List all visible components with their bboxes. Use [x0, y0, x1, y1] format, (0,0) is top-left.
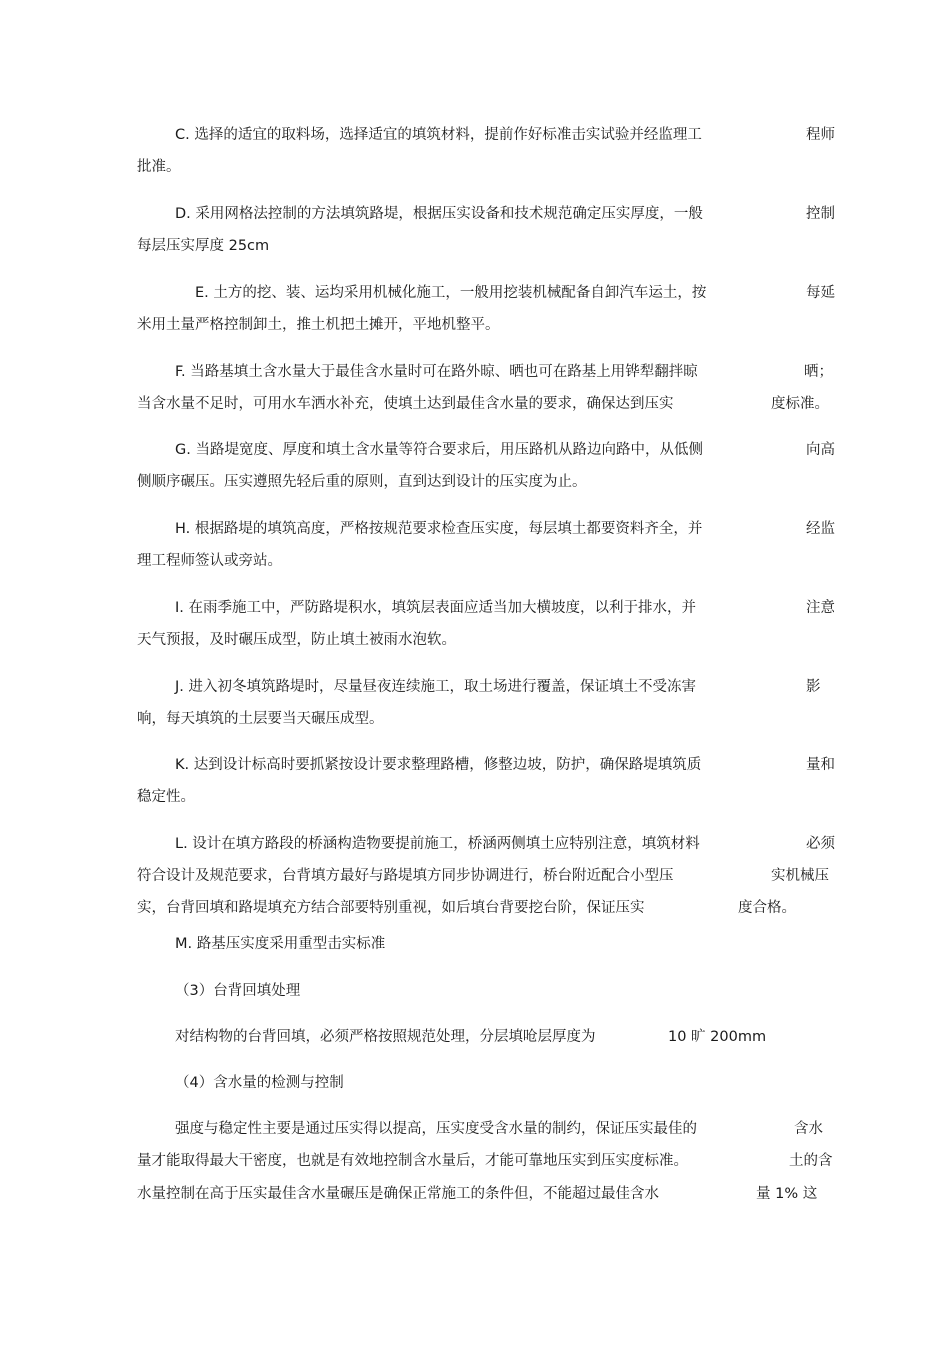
paragraph-e-line-1-tail: 每延: [806, 285, 835, 301]
section-4-line-1-tail: 含水: [794, 1121, 823, 1137]
paragraph-e-line-2: 米用土量严格控制卸土，推土机把土摊开，平地机整平。: [137, 317, 500, 333]
paragraph-f-line-1: F. 当路基填土含水量大于最佳含水量时可在路外晾、晒也可在路基上用铧犁翻拌晾: [175, 364, 698, 380]
paragraph-f-line-2: 当含水量不足时，可用水车洒水补充，使填土达到最佳含水量的要求，确保达到压实: [137, 396, 674, 412]
paragraph-m: M. 路基压实度采用重型击实标准: [175, 936, 386, 952]
paragraph-j-line-2: 响，每天填筑的土层要当天碾压成型。: [137, 711, 384, 727]
paragraph-l-line-2-tail: 实机械压: [771, 868, 829, 884]
paragraph-k-line-1: K. 达到设计标高时要抓紧按设计要求整理路槽，修整边坡，防护，确保路堤填筑质: [175, 757, 702, 773]
paragraph-d-line-1-tail: 控制: [806, 206, 835, 222]
paragraph-d-line-2: 每层压实厚度 25cm: [137, 238, 270, 254]
paragraph-f-line-1-tail: 晒；: [804, 364, 833, 380]
paragraph-i-line-1-tail: 注意: [806, 600, 835, 616]
paragraph-g-line-1-tail: 向高: [806, 442, 835, 458]
paragraph-l-line-2: 符合设计及规范要求，台背填方最好与路堤填方同步协调进行，桥台附近配合小型压: [137, 868, 674, 884]
paragraph-c-line-2: 批准。: [137, 159, 181, 175]
paragraph-l-line-1: L. 设计在填方路段的桥涵构造物要提前施工，桥涵两侧填土应特别注意，填筑材料: [175, 836, 700, 852]
paragraph-j-line-1: J. 进入初冬填筑路堤时，尽量昼夜连续施工，取土场进行覆盖，保证填土不受冻害: [175, 679, 696, 695]
paragraph-c-line-1: C. 选择的适宜的取料场，选择适宜的填筑材料，提前作好标准击实试验并经监理工: [175, 127, 702, 143]
section-heading-4: （4）含水量的检测与控制: [175, 1075, 344, 1091]
section-4-line-3-tail: 量 1% 这: [756, 1186, 818, 1202]
section-heading-3: （3）台背回填处理: [175, 983, 301, 999]
section-4-line-1: 强度与稳定性主要是通过压实得以提高，压实度受含水量的制约，保证压实最佳的: [175, 1121, 697, 1137]
paragraph-k-line-1-tail: 量和: [806, 757, 835, 773]
section-3-body-tail: 10 旷 200mm: [668, 1029, 767, 1045]
section-3-body: 对结构物的台背回填，必须严格按照规范处理，分层填呛层厚度为: [175, 1029, 596, 1045]
paragraph-l-line-1-tail: 必须: [806, 836, 835, 852]
paragraph-j-line-1-tail: 影: [806, 679, 821, 695]
paragraph-g-line-2: 侧顺序碾压。压实遵照先轻后重的原则，直到达到设计的压实度为止。: [137, 474, 587, 490]
section-4-line-3: 水量控制在高于压实最佳含水量碾压是确保正常施工的条件但，不能超过最佳含水: [137, 1186, 659, 1202]
paragraph-h-line-1-tail: 经监: [806, 521, 835, 537]
paragraph-i-line-1: I. 在雨季施工中，严防路堤积水，填筑层表面应适当加大横坡度，以利于排水，并: [175, 600, 696, 616]
paragraph-h-line-1: H. 根据路堤的填筑高度，严格按规范要求检查压实度，每层填土都要资料齐全，并: [175, 521, 703, 537]
paragraph-i-line-2: 天气预报，及时碾压成型，防止填土被雨水泡软。: [137, 632, 456, 648]
paragraph-g-line-1: G. 当路堤宽度、厚度和填土含水量等符合要求后，用压路机从路边向路中，从低侧: [175, 442, 703, 458]
paragraph-e-line-1: E. 土方的挖、装、运均采用机械化施工，一般用挖装机械配备自卸汽车运土，按: [195, 285, 707, 301]
paragraph-d-line-1: D. 采用网格法控制的方法填筑路堤，根据压实设备和技术规范确定压实厚度，一般: [175, 206, 703, 222]
paragraph-l-line-3-tail: 度合格。: [738, 900, 796, 916]
section-4-line-2-tail: 土的含: [789, 1153, 833, 1169]
section-4-line-2: 量才能取得最大干密度，也就是有效地控制含水量后，才能可靠地压实到压实度标准。: [137, 1153, 688, 1169]
paragraph-k-line-2: 稳定性。: [137, 789, 195, 805]
paragraph-h-line-2: 理工程师签认或旁站。: [137, 553, 282, 569]
paragraph-c-line-1-tail: 程师: [806, 127, 835, 143]
paragraph-f-line-2-tail: 度标准。: [771, 396, 829, 412]
paragraph-l-line-3: 实，台背回填和路堤填充方结合部要特别重视，如后填台背要挖台阶，保证压实: [137, 900, 645, 916]
